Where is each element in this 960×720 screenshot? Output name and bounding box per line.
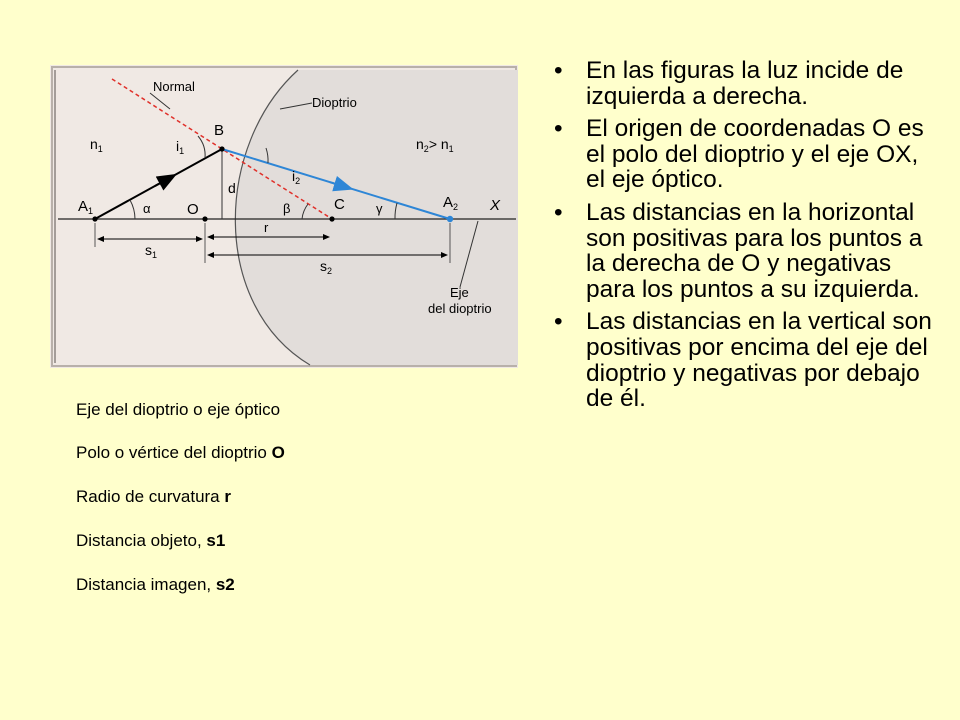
- legend-item-objeto: Distancia objeto, s1: [76, 531, 226, 550]
- label-i2: $i_2$: [292, 168, 301, 186]
- label-O: O: [187, 201, 199, 218]
- legend-item-eje: Eje del dioptrio o eje óptico: [76, 400, 281, 419]
- label-normal: Normal: [153, 79, 195, 94]
- bullet-item: • El origen de coordenadas O es el polo del dioptrio y el eje OX, el eje óptico.: [548, 116, 938, 193]
- label-B: B: [214, 122, 225, 139]
- label-s1: $s_1$: [145, 242, 158, 260]
- dioptrio-diagram: [50, 65, 518, 368]
- label-n1: $n_1$: [90, 136, 103, 154]
- label-dioptrio: Dioptrio: [312, 95, 357, 110]
- label-s2: $s_2$: [320, 258, 333, 276]
- label-r: r: [264, 220, 269, 235]
- point-A1: [92, 216, 97, 221]
- label-X: X: [490, 197, 501, 214]
- point-A2: [447, 216, 453, 222]
- legend-item-radio: Radio de curvatura r: [76, 487, 231, 506]
- point-O: [202, 216, 207, 221]
- label-d: d: [228, 180, 236, 196]
- label-C: C: [334, 196, 345, 213]
- label-i1: $i_1$: [176, 138, 185, 156]
- label-alpha: α: [143, 201, 151, 216]
- label-A1: $A_1$: [78, 198, 94, 216]
- bullet-item: • Las distancias en la horizontal son positivas para los puntos a la derecha de O y negativas para los puntos a su izquierda.: [548, 200, 938, 302]
- legend-item-polo: Polo o vértice del dioptrio O: [76, 443, 285, 462]
- bullet-item: • Las distancias en la vertical son positivas por encima del eje del dioptrio y negativas por debajo de él.: [548, 309, 938, 411]
- label-n-relation: $n_2> n_1$: [416, 136, 454, 154]
- label-A2: $A_2$: [443, 194, 459, 212]
- point-C: [329, 216, 334, 221]
- point-B: [219, 146, 224, 151]
- label-eje-line1: Eje: [450, 285, 469, 300]
- label-beta: β: [283, 201, 291, 216]
- label-eje-line2: del dioptrio: [428, 301, 492, 316]
- bullet-list: [548, 58, 938, 419]
- bullet-item: • En las figuras la luz incide de izquierda a derecha.: [548, 58, 938, 109]
- label-gamma: γ: [376, 201, 383, 216]
- dioptrio-surface-shading: [235, 70, 518, 365]
- legend-item-imagen: Distancia imagen, s2: [76, 575, 235, 594]
